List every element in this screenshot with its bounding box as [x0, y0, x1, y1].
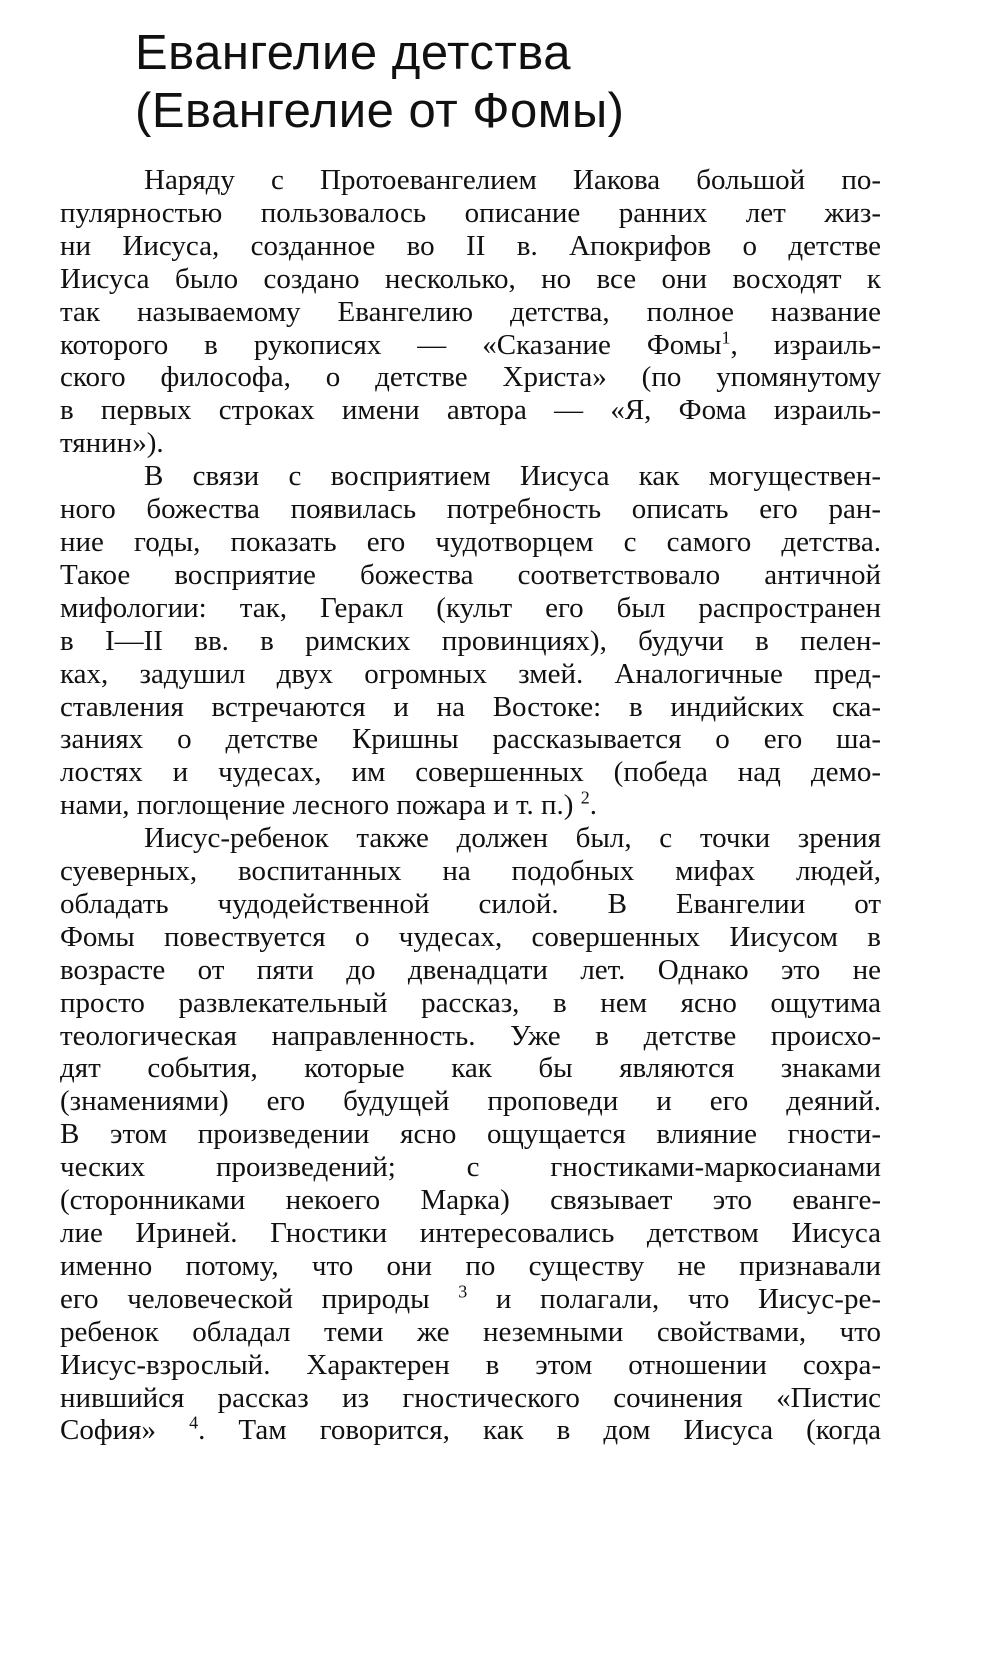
text-line: заниях о детстве Кришны рассказывается о его ша-	[60, 723, 881, 756]
text-segment: , израиль-	[730, 328, 881, 361]
text-line: ного божества появилась потребность описать его ран-	[60, 493, 881, 526]
text-line: обладать чудодейственной силой. В Евангелии от	[60, 887, 881, 920]
text-line: Иисус-ребенок также должен был, с точки зрения	[144, 822, 881, 855]
text-line: так называемому Евангелию детства, полное название	[60, 295, 881, 328]
footnote-marker: 3	[458, 1281, 468, 1302]
text-line: Иисус-взрослый. Характерен в этом отношении сохра-	[60, 1348, 881, 1381]
text-line: (сторонниками некоего Марка) связывает это еванге-	[60, 1184, 881, 1217]
page-title	[135, 24, 895, 140]
text-line: ставления встречаются и на Востоке: в индийских ска-	[60, 690, 881, 723]
text-line: Такое восприятие божества соответствовало античной	[60, 558, 881, 591]
text-line: лостях и чудесах, им совершенных (победа над демо-	[60, 756, 881, 789]
title-line-2: (Евангелие от Фомы)	[135, 84, 625, 138]
text-line: (знамениями) его будущей проповеди и его деяний.	[60, 1085, 881, 1118]
text-line-with-footnote	[60, 1414, 881, 1447]
text-line: нившийся рассказ из гностического сочинения «Пистис	[60, 1381, 881, 1414]
paragraph-1	[60, 164, 881, 460]
text-line-with-footnote	[60, 326, 881, 362]
text-line: суеверных, воспитанных на подобных мифах людей,	[60, 855, 881, 888]
paragraph-2	[60, 460, 881, 822]
text-line: в I—II вв. в римских провинциях), будучи в пелен-	[60, 624, 881, 657]
text-line: в первых строках имени автора — «Я, Фома израиль-	[60, 394, 881, 427]
paragraph-3	[60, 822, 881, 1447]
text-line: ни Иисуса, созданное во II в. Апокрифов о детстве	[60, 229, 881, 262]
footnote-marker: 1	[721, 326, 731, 347]
text-line: ребенок обладал теми же неземными свойствами, что	[60, 1315, 881, 1348]
text-line: теологическая направленность. Уже в детстве происхо-	[60, 1019, 881, 1052]
text-segment: и полагали, что Иисус-ре-	[467, 1282, 881, 1315]
text-line: дят события, которые как бы являются знаками	[60, 1052, 881, 1085]
footnote-marker: 4	[189, 1412, 199, 1433]
text-line: мифологии: так, Геракл (культ его был распространен	[60, 591, 881, 624]
text-line-with-footnote	[60, 789, 881, 822]
text-line: пулярностью пользовалось описание ранних лет жиз-	[60, 196, 881, 229]
text-line: Наряду с Протоевангелием Иакова большой по-	[144, 164, 881, 196]
text-segment: София»	[60, 1414, 156, 1447]
text-line: лие Ириней. Гностики интересовались детством Иисуса	[60, 1217, 881, 1249]
text-segment: его человеческой природы	[60, 1282, 430, 1315]
title-line-1: Евангелие детства	[135, 26, 572, 80]
text-line: ках, задушил двух огромных змей. Аналогичные пред-	[60, 657, 881, 690]
text-line: тянин»).	[60, 427, 164, 460]
footnote-marker: 2	[580, 787, 590, 808]
text-segment: .	[589, 789, 597, 822]
text-line-with-footnote	[60, 1283, 881, 1316]
text-line: ского философа, о детстве Христа» (по упомянутому	[60, 361, 881, 394]
text-line: именно потому, что они по существу не признавали	[60, 1249, 881, 1282]
text-line: возрасте от пяти до двенадцати лет. Однако это не	[60, 953, 881, 986]
text-line: Фомы повествуется о чудесах, совершенных Иисусом в	[60, 920, 881, 953]
text-segment: . Там говорится, как в дом Иисуса (когда	[198, 1414, 881, 1447]
body-text	[60, 164, 881, 1447]
text-line: В связи с восприятием Иисуса как могуществен-	[144, 460, 881, 493]
text-line: просто развлекательный рассказ, в нем ясно ощутима	[60, 986, 881, 1019]
text-line: ческих произведений; с гностиками-маркосианами	[60, 1151, 881, 1184]
text-line: В этом произведении ясно ощущается влияние гности-	[60, 1118, 881, 1151]
text-segment: которого в рукописях — «Сказание Фомы	[60, 328, 722, 361]
text-line: ние годы, показать его чудотворцем с самого детства.	[60, 525, 881, 558]
text-line: Иисуса было создано несколько, но все они восходят к	[60, 262, 881, 295]
text-segment: нами, поглощение лесного пожара и т. п.)	[60, 789, 574, 822]
